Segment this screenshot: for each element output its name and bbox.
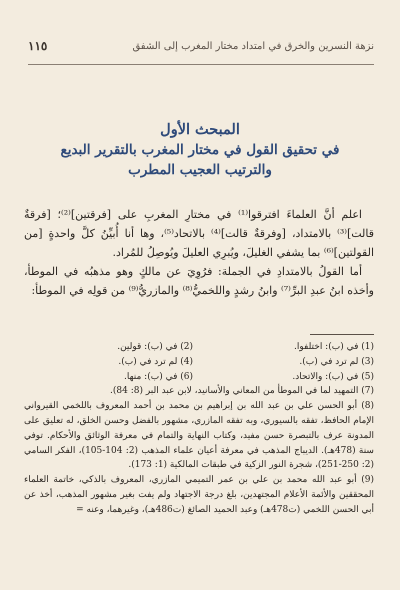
footnotes bbox=[24, 340, 374, 518]
footnotes-separator bbox=[310, 334, 374, 335]
footnote-1: (1) في (ب): اختلفوا. bbox=[294, 342, 374, 352]
chapter-subtitle-line-2: والترتيب العجيب المطرب bbox=[128, 162, 272, 178]
chapter-title: المبحث الأول bbox=[160, 121, 240, 138]
paragraph-1: اعلم أنَّ العلماءَ افترقوا⁽¹⁾ في مختارِ المغربِ على [فرقتين]⁽²⁾؛ [فرقةٌ قالت]⁽³⁾ بالامتداد، [وفرقةٌ قالت]⁽⁴⁾ بالاتحاد⁽⁵⁾، وها أنا أُبيِّنُ كلَّ واحدةٍ [من القولتين]⁽⁶⁾ بما يشفي الغليلَ، ويُبرِي العليلَ ويُوصِلُ للمُراد. bbox=[24, 208, 375, 259]
footnote-8: (8) أبو الحسن علي بن عبد الله بن إبراهيم بن محمد بن أحمد المعروف باللخمي القيرواني الإمام الحافظ، تفقه بالسيوري، وبه تفقه المازري، مشهور بالفضل وحسن الخلق، له تعليق على المدونة عرف بالتبصرة حسن مفيد، وكتاب النهاية والتمام في معرفة الوثائق والأحكام. توفي سنة (478هـ). الديباج المذهب في معرفة أعيان علماء المذهب (2: 104-105)، الفكر السامي (2: 250-251)، شجرة النور الزكية في طبقات المالكية (1: 173). bbox=[24, 401, 374, 471]
chapter-subtitle-line-1: في تحقيق القول في مختار المغرب بالتقرير البديع bbox=[60, 142, 340, 158]
footnote-3: (3) لم ترد في (ب). bbox=[299, 356, 374, 367]
footnote-9: (9) أبو عبد الله محمد بن علي بن عمر التميمي المازري، المعروف بالذكي، خاتمة العلماء المحققين والأئمة الأعلام المجتهدين، بلغ درجة الاجتهاد ولم يفت بغير مشهور المذهب، أخذ عن أبي الحسن اللخمي (ت478هـ) وعبد الحميد الصائغ (ت486هـ)، وغيرهما، وعنه = bbox=[24, 475, 374, 515]
paragraph-2: أما القولُ بالامتدادِ في الجملة: فرُوِيَ عن مالكٍ وهو مذهبُه في الموطأ، وأخذه ابنُ عبدِ البرِّ⁽⁷⁾ وابنُ رشدٍ واللخميُّ⁽⁸⁾ والمازريُّ⁽⁹⁾ من قولِه في الموطأ: bbox=[24, 265, 374, 297]
footnote-6: (6) في (ب): منها. bbox=[124, 371, 193, 382]
footnote-4: (4) لم ترد في (ب). bbox=[118, 356, 193, 367]
running-title: نزهة النسرين والخرق في امتداد مختار المغرب إلى الشفق bbox=[132, 40, 374, 52]
chapter-heading bbox=[26, 120, 374, 180]
header-rule bbox=[28, 64, 374, 65]
short-footnotes-grid bbox=[24, 340, 374, 384]
long-footnotes bbox=[24, 384, 374, 517]
main-body-text bbox=[24, 205, 374, 300]
footnote-5: (5) في (ب): والاتحاد. bbox=[292, 371, 374, 382]
footnote-7: (7) التمهيد لما في الموطأ من المعاني والأسانيد، لابن عبد البر (8: 84). bbox=[110, 386, 374, 397]
page-number: ١١٥ bbox=[28, 39, 48, 53]
page-header bbox=[28, 36, 374, 56]
footnote-2: (2) في (ب): قولين. bbox=[117, 342, 193, 352]
